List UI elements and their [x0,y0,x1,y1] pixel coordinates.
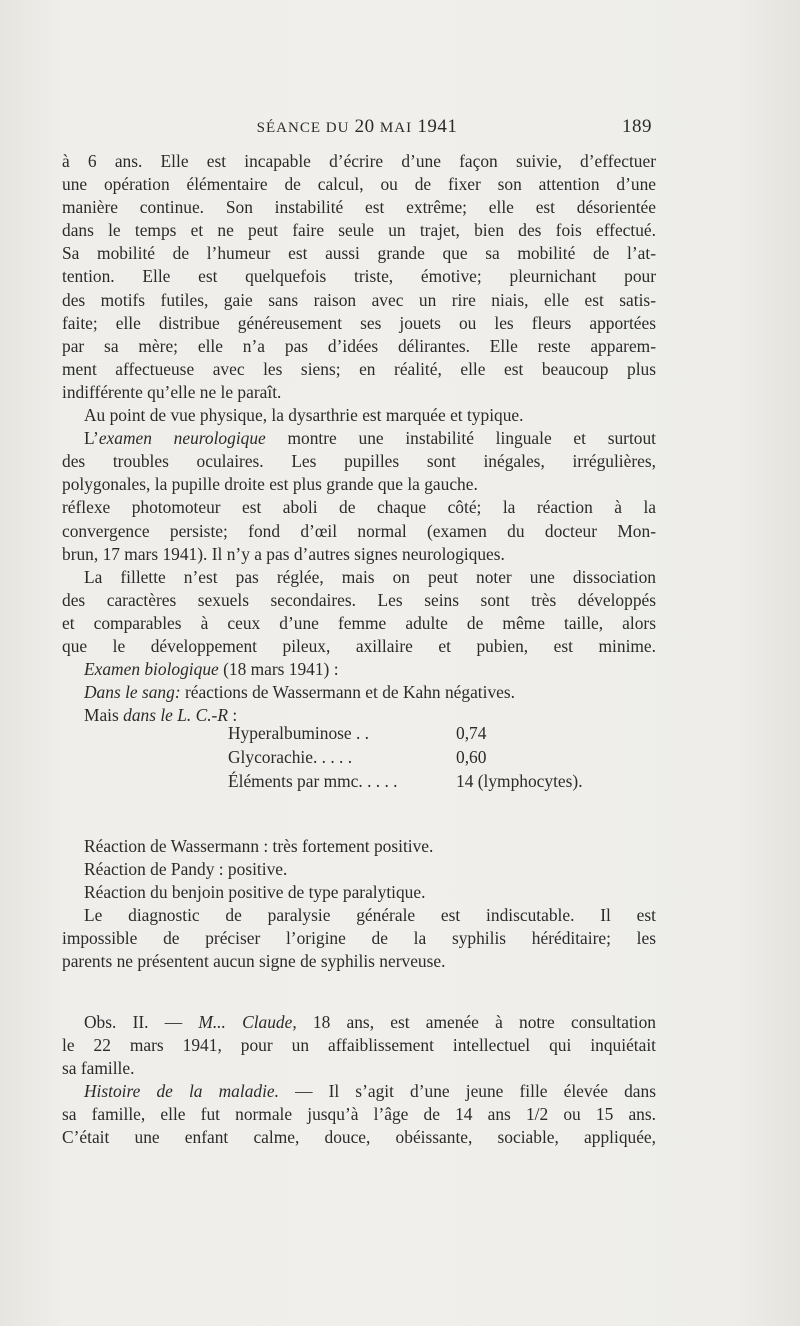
blood-italic: Dans le sang: [84,682,181,703]
page-number: 189 [622,116,652,137]
text-line: une opération élémentaire de calcul, ou de fixer son attention d’une [62,174,656,195]
text-line: manière continue. Son instabilité est extrême; elle est désorientée [62,197,656,218]
text-line: dans le temps et ne peut faire seule un trajet, bien des fois effectué. [62,220,656,241]
header-prefix: SÉANCE DU [256,120,350,136]
text-line: ment affectueuse avec les siens; en réalité, elle est beaucoup plus [62,358,656,379]
csf-prefix: Mais [84,705,124,726]
csf-row [228,721,658,745]
obs2-label: Obs. II. — [84,1012,199,1032]
text-line: Au point de vue physique, la dysarthrie est marquée et typique. [84,405,524,426]
body-text-middle [62,835,656,974]
text-line: brun, 17 mars 1941). Il n’y a pas d’autres signes neurologiques. [62,543,505,564]
running-header [62,112,652,142]
history-italic: Histoire de la maladie. [84,1081,279,1102]
text-line: des caractères sexuels secondaires. Les seins sont très développés [62,589,656,610]
header-day: 20 [354,116,375,137]
text-line: que le développement pileux, axillaire et pubien, est minime. [62,635,656,656]
history-rest: — Il s’agit d’une jeune fille élevée dans [278,1081,656,1102]
csf-value: 0,60 [456,747,487,767]
neuro-rest: montre une instabilité linguale et surtout [265,428,657,449]
csf-label: Hyperalbuminose . . [228,723,370,743]
text-line: des motifs futiles, gaie sans raison avec un rire niais, elle est satis- [62,289,656,310]
body-text-upper [62,150,656,727]
reaction-line: Réaction de Pandy : positive. [84,859,288,880]
diagnosis-line: impossible de préciser l’origine de la syphilis héréditaire; les [62,928,656,949]
exam-bio-rest: (18 mars 1941) : [218,659,339,680]
neuro-prefix: L’ [84,428,99,449]
text-line: sa famille. [62,1058,135,1079]
csf-suffix: : [227,705,238,726]
diagnosis-line: Le diagnostic de paralysie générale est indiscutable. Il est [84,905,656,926]
body-text-lower [62,1011,656,1150]
obs2-name: M... Claude, [198,1012,297,1032]
csf-value: 0,74 [456,723,487,743]
history-line [62,1080,656,1103]
csf-value: 14 (lymphocytes). [456,771,583,791]
text-line: indifférente qu’elle ne le paraît. [62,381,282,402]
text-line: faite; elle distribue généreusement ses jouets ou les fleurs apportées [62,312,656,333]
neuro-italic: examen neurologique [98,428,266,449]
text-line: polygonales, la pupille droite est plus grande que la gauche. [62,474,478,495]
exam-bio-italic: Examen biologique [84,659,219,680]
neuro-exam-line [62,427,656,450]
header-year: 1941 [417,116,458,137]
obs2-line [62,1011,656,1034]
header-title [62,116,652,138]
text-line: tention. Elle est quelquefois triste, émotive; pleurnichant pour [62,266,656,287]
diagnosis-line: parents ne présentent aucun signe de syphilis nerveuse. [62,951,446,972]
csf-table [228,721,658,793]
text-line: convergence persiste; fond d’œil normal (examen du docteur Mon- [62,520,656,541]
text-line: des troubles oculaires. Les pupilles sont inégales, irrégulières, [62,451,656,472]
reaction-line: Réaction de Wassermann : très fortement positive. [84,836,434,856]
text-line: le 22 mars 1941, pour un affaiblissement intellectuel qui inquiétait [62,1035,656,1056]
text-line: et comparables à ceux d’une femme adulte de même taille, alors [62,612,656,633]
text-line: sa famille, elle fut normale jusqu’à l’âge de 14 ans 1/2 ou 15 ans. [62,1104,656,1125]
text-line: à 6 ans. Elle est incapable d’écrire d’une façon suivie, d’effectuer [62,151,656,171]
csf-italic: dans le L. C.-R [123,705,228,726]
reaction-line: Réaction du benjoin positive de type paralytique. [84,882,426,903]
text-line: C’était une enfant calme, douce, obéissante, sociable, appliquée, [62,1127,656,1148]
header-month: MAI [379,120,413,136]
csf-row [228,769,658,793]
text-line: La fillette n’est pas réglée, mais on peut noter une dissociation [84,566,656,587]
obs2-rest: 18 ans, est amenée à notre consultation [296,1012,657,1032]
csf-label: Glycorachie. . . . . [228,747,353,767]
exam-bio-line [62,658,656,681]
text-line: réflexe photomoteur est aboli de chaque côté; la réaction à la [62,497,656,518]
csf-label: Éléments par mmc. . . . . [228,771,398,791]
text-line: par sa mère; elle n’a pas d’idées délirantes. Elle reste apparem- [62,335,656,356]
text-line: Sa mobilité de l’humeur est aussi grande que sa mobilité de l’at- [62,243,656,264]
blood-line [62,681,656,704]
blood-rest: réactions de Wassermann et de Kahn négatives. [180,682,515,703]
csf-row [228,745,658,769]
